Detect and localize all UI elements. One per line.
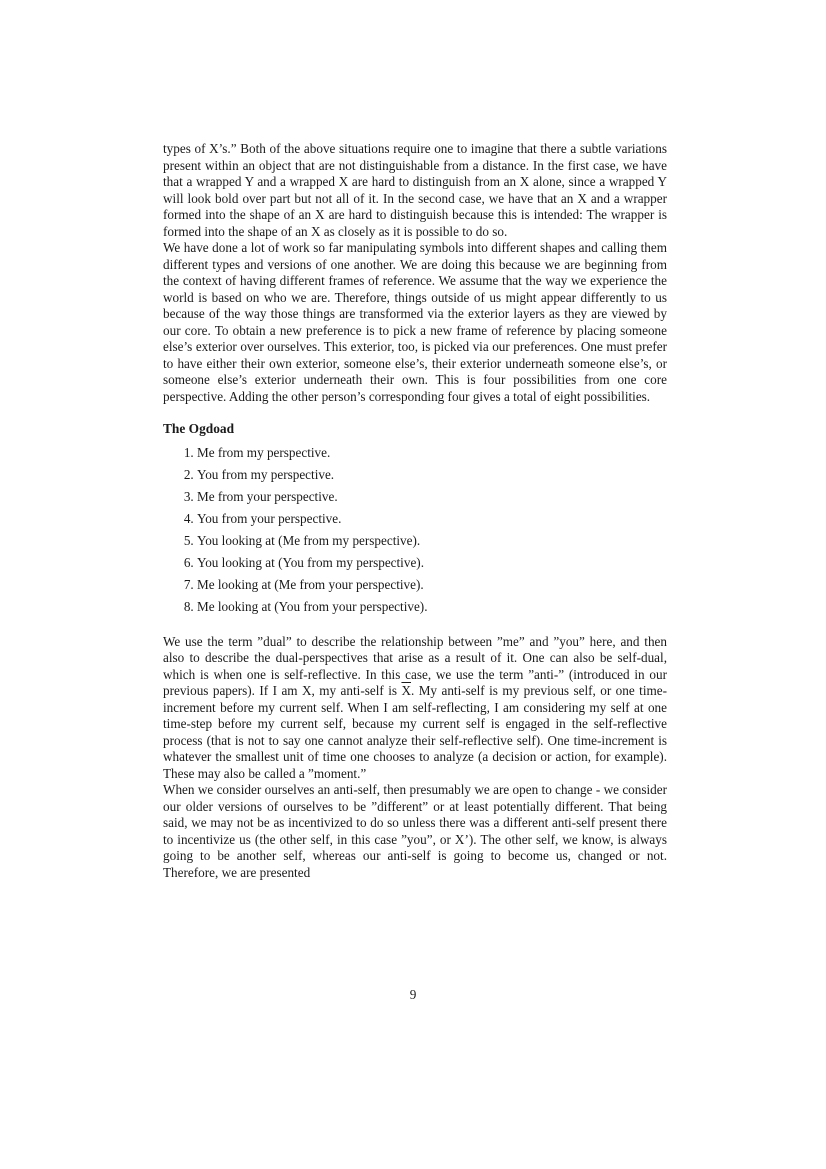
paragraph-3-text-a: We use the term ”dual” to describe the relationship between ”me” and ”you” here, and then also to describe the dual-perspectives that arise as a result of it. One can also be self-dual, which is when one is self-reflective. In this case, we use the term ”anti-” (introduced in our previous papers). If I am X, my anti-self is	[163, 633, 667, 698]
paragraph-1: types of X’s.” Both of the above situations require one to imagine that there a subtle variations present within an object that are not distinguishable from a distance. In the first case, we have that a wrapped Y and a wrapped X are hard to distinguish from an X alone, since a wrapped Y will look bold over part but not all of it. In the second case, we have that an X and a wrapper formed into the shape of an X are hard to distinguish because this is intended: The wrapper is formed into the shape of an X as closely as it is possible to do so.	[163, 141, 667, 239]
paragraph-2: We have done a lot of work so far manipulating symbols into different shapes and calling them different types and versions of one another. We are doing this because we are beginning from the context of having different frames of reference. We assume that the way we experience the world is based on who we are. Therefore, things outside of us might appear differently to us because of the way those things are transformed via the exterior layers as they are viewed by our core. To obtain a new preference is to pick a new frame of reference by placing someone else’s exterior over ourselves. This exterior, too, is picked via our preferences. One must prefer to have either their own exterior, someone else’s, their exterior underneath someone else’s, or someone else’s exterior underneath their own. This is four possibilities from one core perspective. Adding the other person’s corresponding four gives a total of eight possibilities.	[163, 240, 667, 404]
page-number: 9	[409, 987, 417, 1002]
list-item: 1. Me from my perspective.	[197, 442, 667, 464]
list-item: 7. Me looking at (Me from your perspective).	[197, 574, 667, 596]
ogdoad-list	[163, 442, 667, 618]
section-title: The Ogdoad	[163, 421, 235, 436]
page-body	[163, 141, 667, 881]
list-item: 8. Me looking at (You from your perspective).	[197, 596, 667, 618]
list-item: 6. You looking at (You from my perspective).	[197, 552, 667, 574]
paragraph-4: When we consider ourselves an anti-self, then presumably we are open to change - we consider our older versions of ourselves to be ”different” or at least potentially different. That being said, we may not be as incentivized to do so unless there was a different anti-self present there to incentivize us (the other self, in this case ”you”, or X’). The other self, we know, is always going to be another self, whereas our anti-self is going to become us, changed or not. Therefore, we are presented	[163, 782, 667, 880]
anti-self-symbol: $\overline{X}$	[401, 683, 411, 698]
paragraph-3-text-b: . My anti-self is my previous self, or one time-increment before my current self. When I am self-reflecting, I am considering my self at one time-step before my current self, because my current self is engaged in the self-reflective process (that is not to say one cannot analyze their self-reflective self). One time-increment is whatever the smallest unit of time one chooses to analyze (a decision or action, for example). These may also be called a ”moment.”	[163, 683, 667, 781]
list-item: 4. You from your perspective.	[197, 508, 667, 530]
list-item: 5. You looking at (Me from my perspective).	[197, 530, 667, 552]
list-item: 3. Me from your perspective.	[197, 486, 667, 508]
paragraph-3	[163, 634, 667, 783]
list-item: 2. You from my perspective.	[197, 464, 667, 486]
